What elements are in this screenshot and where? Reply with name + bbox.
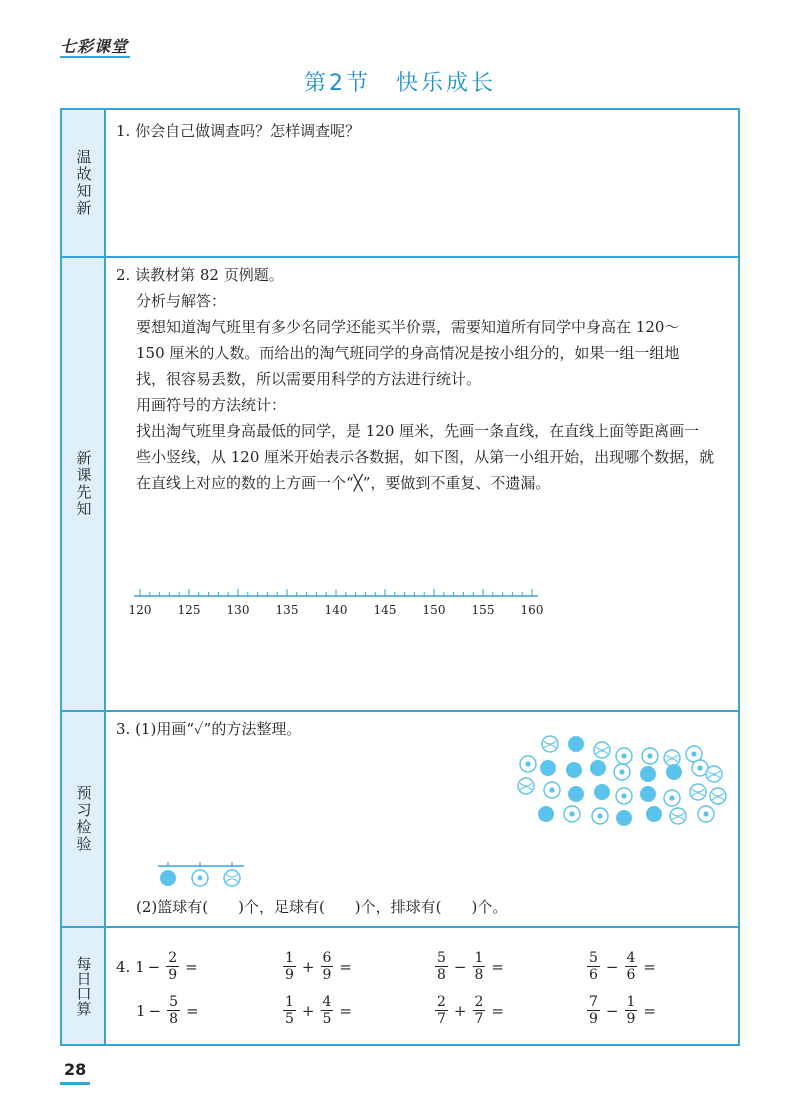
math-expression: $\frac{5}{6}$ − $\frac{4}{6}$ = [589, 950, 656, 983]
paragraph-line: 150 厘米的人数。而给出的淘气班同学的身高情况是按小组分的，如果一组一组地 [136, 344, 680, 362]
math-expression: $\frac{1}{5}$ + $\frac{4}{5}$ = [285, 994, 352, 1027]
page-number: 28 [64, 1060, 87, 1079]
page-number-underline [60, 1082, 90, 1085]
ruler-label: 155 [471, 603, 495, 617]
basketball-icon [568, 736, 584, 752]
divider [62, 926, 738, 928]
section-label-review: 温故知新 [74, 149, 93, 217]
worksheet-frame [60, 108, 740, 1046]
math-expression: $\frac{2}{7}$ + $\frac{2}{7}$ = [437, 994, 504, 1027]
page-title: 第2节 快乐成长 [304, 71, 496, 96]
basketball-icon [538, 806, 554, 822]
ruler-label: 160 [520, 603, 544, 617]
paragraph-line: 些小竖线，从 120 厘米开始表示各数据，如下图，从第一小组开始，出现哪个数据，就 [136, 448, 715, 466]
basketball-icon [568, 786, 584, 802]
basketball-icon [566, 762, 582, 778]
brand-logo: 七彩课堂 [60, 37, 129, 56]
basketball-icon [640, 766, 656, 782]
question-2-sub2: 用画符号的方法统计： [136, 396, 287, 414]
basketball-icon [666, 764, 682, 780]
section-label-daily: 每日口算 [74, 956, 93, 1016]
basketball-icon [540, 760, 556, 776]
question-2-sub1: 分析与解答： [136, 292, 227, 310]
basketball-icon [640, 786, 656, 802]
brand-underline [60, 56, 130, 58]
ruler-label: 120 [128, 603, 152, 617]
balls-illustration [514, 734, 726, 834]
basketball-icon [160, 870, 176, 886]
volleyball-icon [224, 870, 240, 886]
math-expression: $\frac{7}{9}$ − $\frac{1}{9}$ = [589, 994, 656, 1027]
question-1 [116, 118, 728, 144]
question-2 [116, 262, 728, 496]
paragraph-line: 要想知道淘气班里有多少名同学还能买半价票，需要知道所有同学中身高在 120～ [136, 318, 680, 336]
math-expression: 4. 1 − $\frac{2}{9}$ = [116, 950, 198, 983]
section-label-preview: 新课先知 [74, 450, 93, 518]
math-row-2 [116, 994, 726, 1030]
ruler-label: 125 [177, 603, 201, 617]
divider [62, 256, 738, 258]
number-line-ruler [128, 584, 544, 624]
math-expression: $\frac{5}{8}$ − $\frac{1}{8}$ = [437, 950, 504, 983]
ruler-label: 150 [422, 603, 446, 617]
section-label-check: 预习检验 [74, 785, 93, 853]
basketball-icon [594, 784, 610, 800]
question-3-part2-text: (2)篮球有( )个，足球有( )个，排球有( )个。 [136, 898, 508, 916]
paragraph-line: 找，很容易丢数，所以需要用科学的方法进行统计。 [136, 370, 482, 388]
ball-tally-line [158, 862, 244, 890]
basketball-icon [646, 806, 662, 822]
question-2-heading: 2. 读教材第 82 页例题。 [116, 266, 284, 284]
math-row-1 [116, 950, 726, 986]
math-expression: $\frac{1}{9}$ + $\frac{6}{9}$ = [285, 950, 352, 983]
ruler-label: 135 [275, 603, 299, 617]
basketball-icon [616, 810, 632, 826]
ruler-label: 130 [226, 603, 250, 617]
math-expression: 1 − $\frac{5}{8}$ = [136, 994, 199, 1027]
ruler-label: 140 [324, 603, 348, 617]
paragraph-line: 找出淘气班里身高最低的同学，是 120 厘米，先画一条直线，在直线上面等距离画一 [136, 422, 700, 440]
divider [62, 710, 738, 712]
question-1-text: 1. 你会自己做调查吗？怎样调查呢？ [116, 122, 361, 140]
question-3-part2 [116, 894, 728, 920]
ruler-label: 145 [373, 603, 397, 617]
question-3-part1: 3. (1)用画“✓”的方法整理。 [116, 720, 302, 738]
sidebar [62, 110, 106, 1044]
basketball-icon [590, 760, 606, 776]
paragraph-line: 在直线上对应的数的上方画一个“╳”，要做到不重复、不遗漏。 [136, 474, 551, 492]
